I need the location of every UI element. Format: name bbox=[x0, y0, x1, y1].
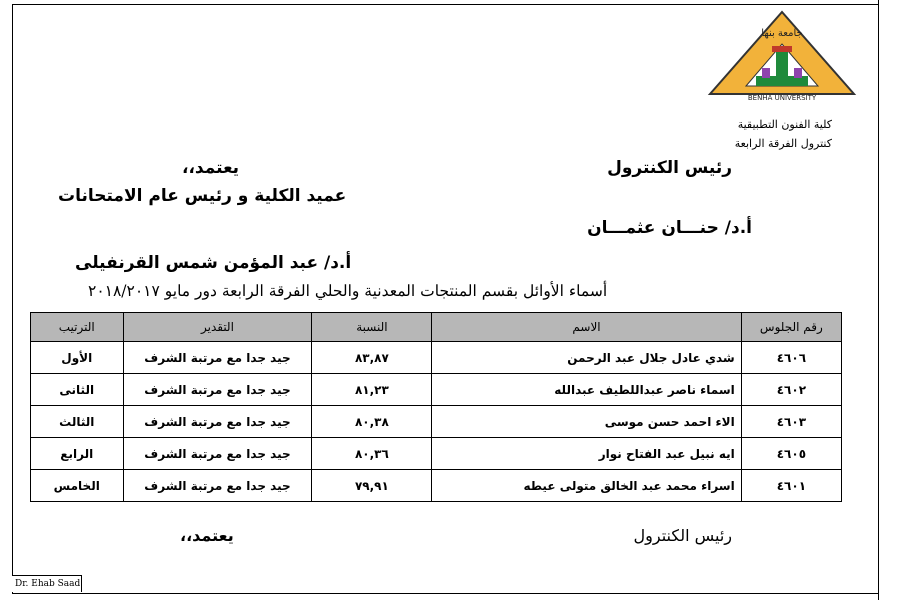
col-name-header: الاسم bbox=[432, 313, 741, 342]
approved-label: يعتمد،، bbox=[182, 158, 240, 178]
rank: الرابع bbox=[31, 438, 124, 470]
signature-text: Dr. Ehab Saad bbox=[15, 579, 81, 589]
col-seat-header: رقم الجلوس bbox=[741, 313, 841, 342]
student-name: ايه نبيل عبد الفتاح نوار bbox=[432, 438, 741, 470]
percentage: ٨١,٢٣ bbox=[312, 374, 432, 406]
rank: الخامس bbox=[31, 470, 124, 502]
seat-number: ٤٦٠١ bbox=[741, 470, 841, 502]
table-row bbox=[31, 374, 842, 406]
grade: جيد جدا مع مرتبة الشرف bbox=[123, 374, 312, 406]
footer-approved-label: يعتمد،، bbox=[180, 526, 234, 545]
right-margin-strip bbox=[878, 0, 900, 600]
percentage: ٨٠,٣٦ bbox=[312, 438, 432, 470]
logo-arabic-text: جامعة بنها bbox=[761, 28, 803, 39]
percentage: ٧٩,٩١ bbox=[312, 470, 432, 502]
col-grade-header: التقدير bbox=[123, 313, 312, 342]
rank: الأول bbox=[31, 342, 124, 374]
college-name: كلية الفنون التطبيقية bbox=[737, 118, 832, 131]
dean-label: عميد الكلية و رئيس عام الامتحانات bbox=[58, 186, 347, 206]
table-row bbox=[31, 406, 842, 438]
university-logo-icon bbox=[706, 10, 858, 102]
grade: جيد جدا مع مرتبة الشرف bbox=[123, 438, 312, 470]
grade: جيد جدا مع مرتبة الشرف bbox=[123, 470, 312, 502]
grade: جيد جدا مع مرتبة الشرف bbox=[123, 342, 312, 374]
rank: الثالث bbox=[31, 406, 124, 438]
rank: الثانى bbox=[31, 374, 124, 406]
col-percent-header: النسبة bbox=[312, 313, 432, 342]
results-table bbox=[30, 312, 842, 502]
student-name: اسماء ناصر عبداللطيف عبدالله bbox=[432, 374, 741, 406]
head-control-label: رئيس الكنترول bbox=[607, 158, 732, 178]
col-rank-header: الترتيب bbox=[31, 313, 124, 342]
table-row bbox=[31, 438, 842, 470]
table-header-row bbox=[31, 313, 842, 342]
student-name: الاء احمد حسن موسى bbox=[432, 406, 741, 438]
footer-head-control-label: رئيس الكنترول bbox=[633, 526, 732, 545]
seat-number: ٤٦٠٦ bbox=[741, 342, 841, 374]
percentage: ٨٠,٣٨ bbox=[312, 406, 432, 438]
percentage: ٨٣,٨٧ bbox=[312, 342, 432, 374]
student-name: اسراء محمد عبد الخالق متولى عيطه bbox=[432, 470, 741, 502]
student-name: شدي عادل جلال عبد الرحمن bbox=[432, 342, 741, 374]
table-row bbox=[31, 470, 842, 502]
seat-number: ٤٦٠٥ bbox=[741, 438, 841, 470]
seat-number: ٤٦٠٢ bbox=[741, 374, 841, 406]
document-title: أسماء الأوائل بقسم المنتجات المعدنية والحلي الفرقة الرابعة دور مايو ٢٠١٨/٢٠١٧ bbox=[88, 282, 608, 300]
grade: جيد جدا مع مرتبة الشرف bbox=[123, 406, 312, 438]
logo-english-text: BENHA UNIVERSITY bbox=[747, 94, 817, 102]
table-row bbox=[31, 342, 842, 374]
seat-number: ٤٦٠٣ bbox=[741, 406, 841, 438]
control-name: كنترول الفرقة الرابعة bbox=[734, 137, 832, 150]
signature-box bbox=[12, 575, 82, 592]
head-control-name: أ.د/ حنـــان عثمـــان bbox=[587, 218, 752, 238]
dean-name: أ.د/ عبد المؤمن شمس القرنفيلى bbox=[75, 253, 352, 273]
